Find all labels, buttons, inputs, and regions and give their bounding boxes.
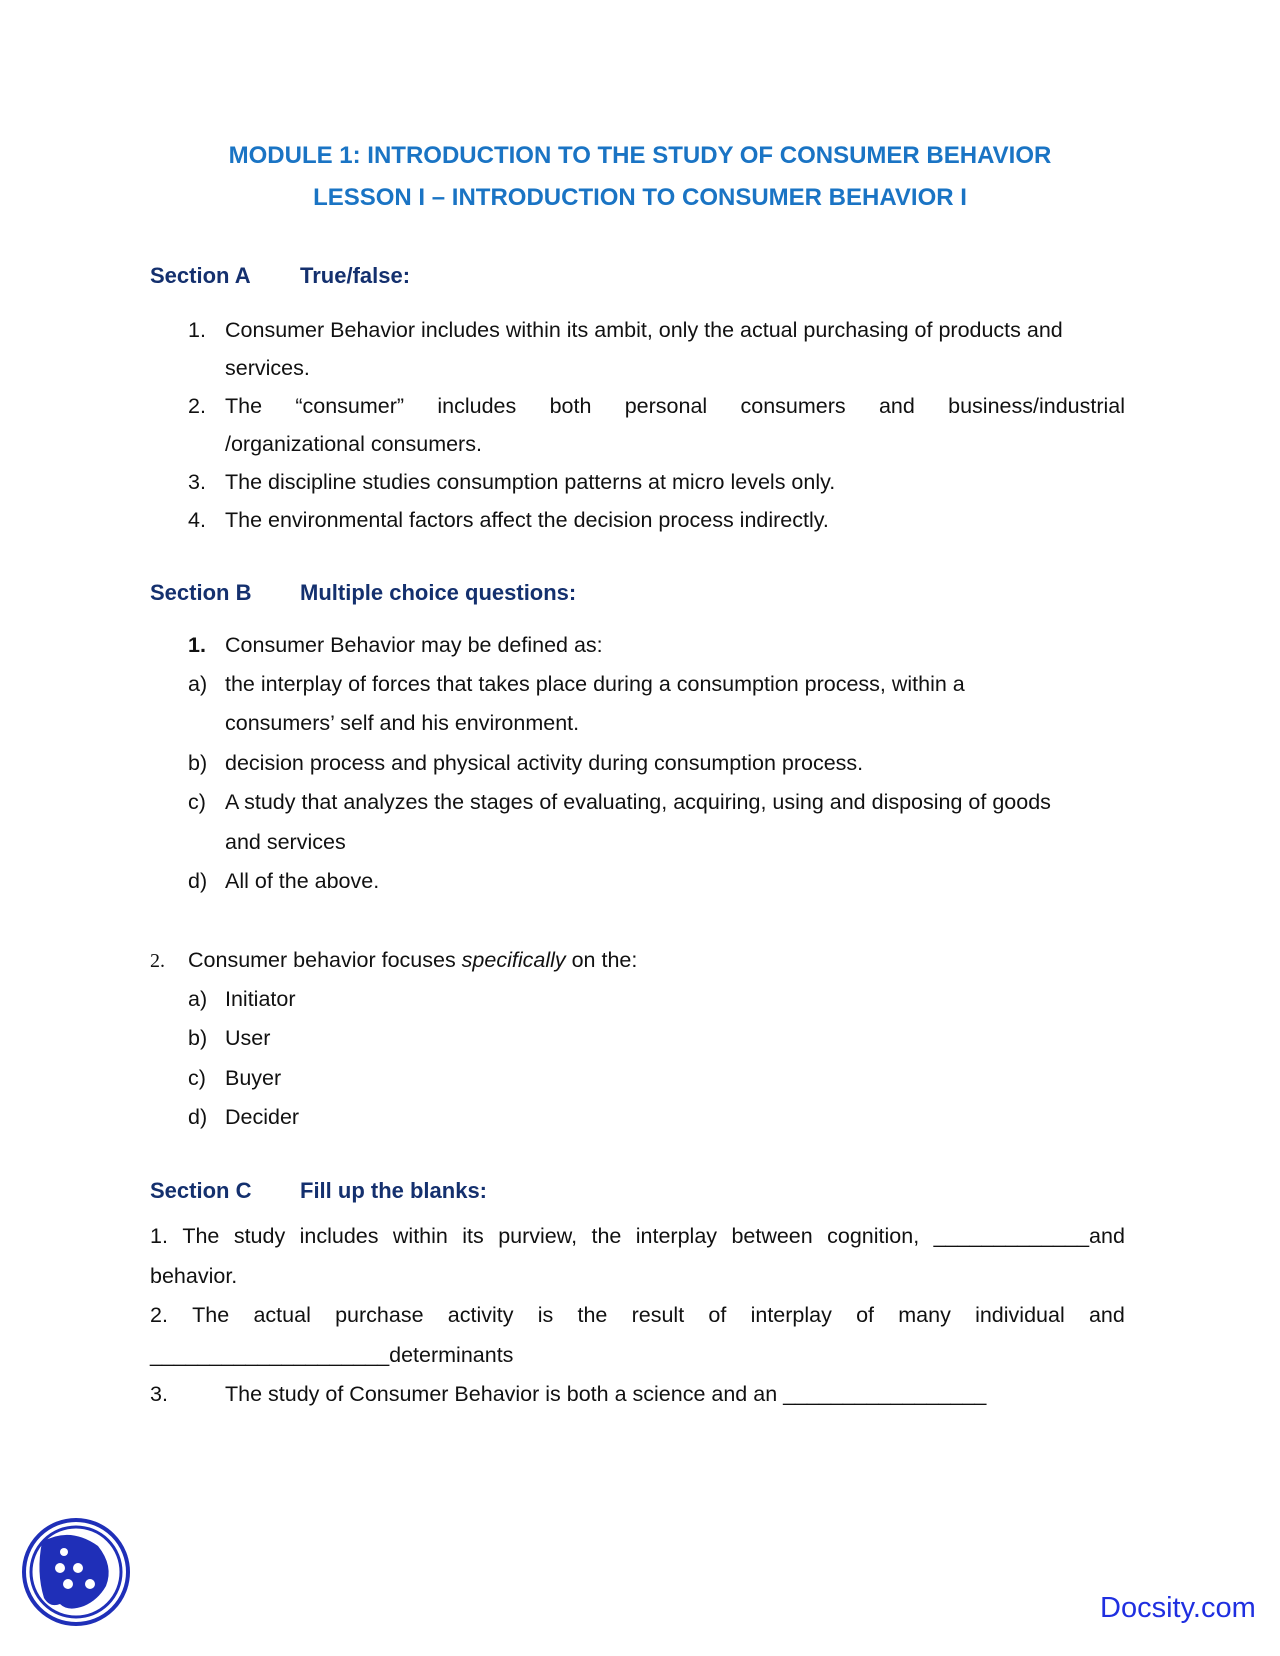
section-c-label: Section C — [150, 1178, 252, 1203]
section-a-item-2-cont: /organizational consumers. — [225, 432, 482, 456]
section-c-title: Fill up the blanks: — [300, 1178, 488, 1203]
question-1-option-b: b) decision process and physical activity during consumption process. — [188, 751, 864, 775]
blank-1-cont: behavior. — [150, 1264, 238, 1288]
section-a-item-4: 4. The environmental factors affect the decision process indirectly. — [188, 508, 829, 532]
module-title: MODULE 1: INTRODUCTION TO THE STUDY OF CONSUMER BEHAVIOR — [228, 142, 1052, 169]
section-b-label: Section B — [150, 580, 252, 605]
question-1-option-d: d) All of the above. — [188, 869, 380, 893]
question-1-option-a: a) the interplay of forces that takes place during a consumption process, within a — [188, 672, 965, 696]
blank-2: 2. The actual purchase activity is the result of interplay of many individual and — [150, 1303, 1125, 1327]
docsity-brand[interactable]: Docsity.com — [1100, 1592, 1256, 1624]
question-2-option-b: b) User — [188, 1026, 271, 1050]
section-a-item-2-num: 2. — [188, 394, 206, 418]
lesson-title: LESSON I – INTRODUCTION TO CONSUMER BEHAVIOR I — [313, 184, 967, 211]
section-b-title: Multiple choice questions: — [300, 580, 577, 605]
docsity-logo-icon — [20, 1516, 132, 1628]
section-c-heading — [150, 1178, 487, 1204]
question-1-option-c: c) A study that analyzes the stages of evaluating, acquiring, using and disposing of goods — [188, 790, 1051, 814]
question-2-option-a: a) Initiator — [188, 987, 296, 1011]
section-a-item-2: The “consumer” includes both personal consumers and business/industrial — [225, 394, 1125, 418]
blank-1: 1. The study includes within its purview, the interplay between cognition, _____________and — [150, 1224, 1125, 1248]
question-1-option-a-cont: consumers’ self and his environment. — [225, 711, 580, 735]
section-a-item-3: 3. The discipline studies consumption patterns at micro levels only. — [188, 470, 836, 494]
question-1-option-c-cont: and services — [225, 830, 346, 854]
section-a-label: Section A — [150, 263, 251, 288]
section-a-item-1-cont: services. — [225, 356, 310, 380]
blank-3: 3. The study of Consumer Behavior is both a science and an _________________ — [150, 1382, 987, 1406]
question-1: 1. Consumer Behavior may be defined as: — [188, 633, 603, 657]
section-b-heading — [150, 580, 576, 606]
section-a-title: True/false: — [300, 263, 411, 288]
question-2: 2. Consumer behavior focuses specifically on the: — [150, 948, 638, 972]
section-a-heading — [150, 263, 410, 289]
question-2-option-c: c) Buyer — [188, 1066, 282, 1090]
blank-2-cont: ____________________determinants — [150, 1343, 514, 1367]
question-2-option-d: d) Decider — [188, 1105, 300, 1129]
section-a-item-1: 1. Consumer Behavior includes within its ambit, only the actual purchasing of products and — [188, 318, 1063, 342]
